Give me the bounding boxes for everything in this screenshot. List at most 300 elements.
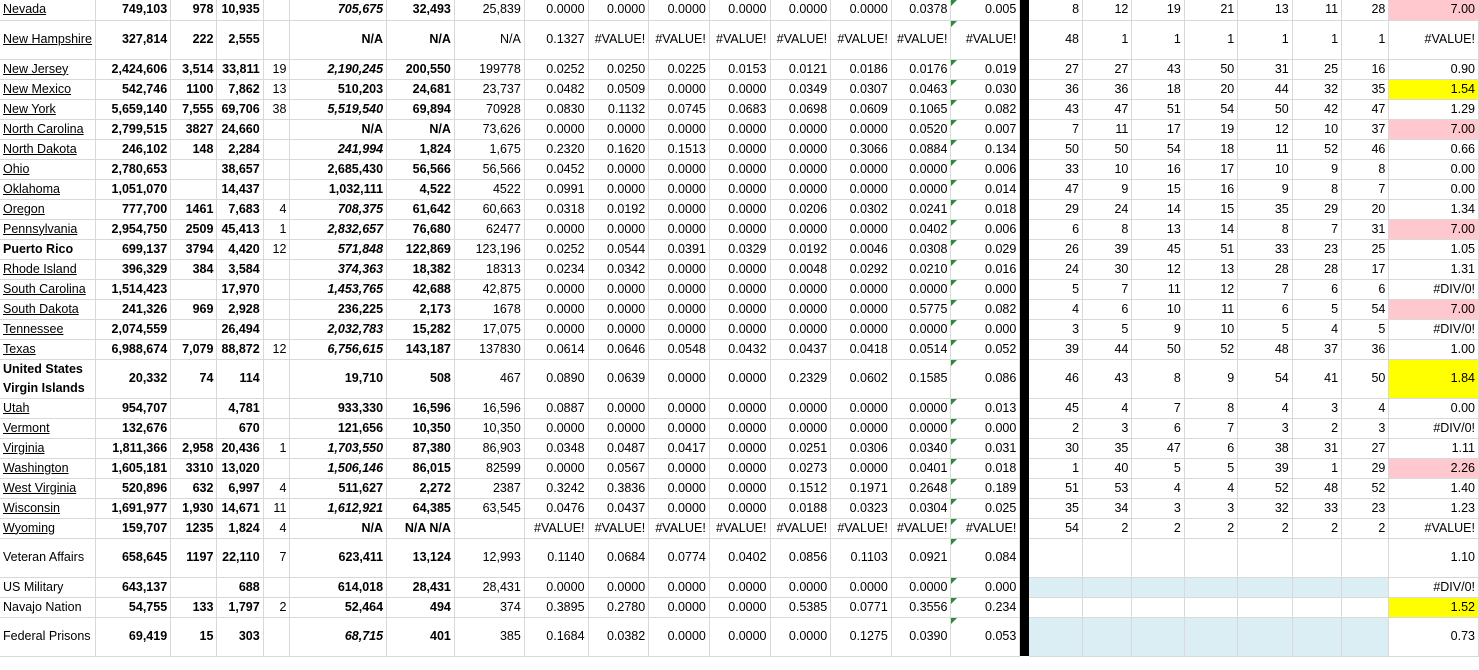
data-cell[interactable]: 614,018 bbox=[290, 577, 387, 597]
result-cell[interactable]: 0.73 bbox=[1389, 617, 1479, 656]
rank-cell[interactable]: 27 bbox=[1342, 438, 1389, 458]
data-cell[interactable]: 0.0000 bbox=[649, 299, 710, 319]
rank-cell[interactable]: 2 bbox=[1292, 518, 1341, 538]
row-name-cell[interactable]: Rhode Island bbox=[0, 259, 96, 279]
data-cell[interactable]: 0.0000 bbox=[709, 418, 770, 438]
rank-cell[interactable]: 50 bbox=[1132, 339, 1184, 359]
data-cell[interactable]: 0.0000 bbox=[770, 617, 831, 656]
data-cell[interactable] bbox=[263, 319, 290, 339]
data-cell[interactable] bbox=[263, 359, 290, 398]
data-cell[interactable]: #VALUE! bbox=[951, 20, 1020, 59]
data-cell[interactable]: 2,272 bbox=[387, 478, 455, 498]
rank-cell[interactable]: 41 bbox=[1292, 359, 1341, 398]
data-cell[interactable]: 2 bbox=[263, 597, 290, 617]
data-cell[interactable]: 18,382 bbox=[387, 259, 455, 279]
rank-cell[interactable]: 1 bbox=[1132, 20, 1184, 59]
data-cell[interactable]: 954,707 bbox=[96, 398, 171, 418]
data-cell[interactable]: 0.086 bbox=[951, 359, 1020, 398]
rank-cell[interactable]: 47 bbox=[1083, 99, 1132, 119]
rank-cell[interactable]: 54 bbox=[1342, 299, 1389, 319]
result-cell[interactable]: #DIV/0! bbox=[1389, 319, 1479, 339]
rank-cell[interactable]: 51 bbox=[1132, 99, 1184, 119]
data-cell[interactable]: 56,566 bbox=[454, 159, 524, 179]
data-cell[interactable]: 0.025 bbox=[951, 498, 1020, 518]
data-cell[interactable]: 1,675 bbox=[454, 139, 524, 159]
rank-cell[interactable]: 31 bbox=[1292, 438, 1341, 458]
data-cell[interactable]: N/A N/A bbox=[387, 518, 455, 538]
result-cell[interactable]: 1.54 bbox=[1389, 79, 1479, 99]
data-cell[interactable]: 520,896 bbox=[96, 478, 171, 498]
data-cell[interactable]: 18313 bbox=[454, 259, 524, 279]
rank-cell[interactable]: 11 bbox=[1132, 279, 1184, 299]
data-cell[interactable]: 7,862 bbox=[217, 79, 263, 99]
data-cell[interactable]: 68,715 bbox=[290, 617, 387, 656]
rank-cell[interactable]: 29 bbox=[1342, 458, 1389, 478]
rank-cell[interactable] bbox=[1029, 577, 1082, 597]
data-cell[interactable]: 3794 bbox=[171, 239, 217, 259]
data-cell[interactable]: 0.0646 bbox=[588, 339, 649, 359]
data-cell[interactable]: 4 bbox=[263, 518, 290, 538]
data-cell[interactable]: #VALUE! bbox=[588, 518, 649, 538]
rank-cell[interactable]: 5 bbox=[1342, 319, 1389, 339]
data-cell[interactable]: 0.0000 bbox=[831, 299, 892, 319]
data-cell[interactable]: 45,413 bbox=[217, 219, 263, 239]
data-cell[interactable]: 508 bbox=[387, 359, 455, 398]
rank-cell[interactable]: 3 bbox=[1184, 498, 1237, 518]
data-cell[interactable]: 1,612,921 bbox=[290, 498, 387, 518]
data-cell[interactable]: 12 bbox=[263, 339, 290, 359]
rank-cell[interactable]: 2 bbox=[1238, 518, 1292, 538]
data-cell[interactable]: 5,659,140 bbox=[96, 99, 171, 119]
data-cell[interactable]: 2,555 bbox=[217, 20, 263, 59]
row-name-cell[interactable]: Tennessee bbox=[0, 319, 96, 339]
data-cell[interactable] bbox=[263, 279, 290, 299]
data-cell[interactable]: 0.3895 bbox=[524, 597, 588, 617]
data-cell[interactable]: 148 bbox=[171, 139, 217, 159]
row-name-cell[interactable]: West Virginia bbox=[0, 478, 96, 498]
data-cell[interactable]: 42,875 bbox=[454, 279, 524, 299]
rank-cell[interactable]: 20 bbox=[1342, 199, 1389, 219]
rank-cell[interactable]: 8 bbox=[1184, 398, 1237, 418]
row-name-cell[interactable]: New Mexico bbox=[0, 79, 96, 99]
rank-cell[interactable]: 40 bbox=[1083, 458, 1132, 478]
rank-cell[interactable]: 7 bbox=[1184, 418, 1237, 438]
data-cell[interactable]: 1,824 bbox=[387, 139, 455, 159]
rank-cell[interactable]: 54 bbox=[1238, 359, 1292, 398]
data-cell[interactable] bbox=[171, 398, 217, 418]
data-cell[interactable]: 0.189 bbox=[951, 478, 1020, 498]
data-cell[interactable]: 1,691,977 bbox=[96, 498, 171, 518]
data-cell[interactable]: 0.0000 bbox=[524, 299, 588, 319]
row-name-cell[interactable]: Nevada bbox=[0, 0, 96, 20]
data-cell[interactable]: 0.007 bbox=[951, 119, 1020, 139]
row-name-cell[interactable]: Wisconsin bbox=[0, 498, 96, 518]
data-cell[interactable]: 0.0251 bbox=[770, 438, 831, 458]
rank-cell[interactable]: 35 bbox=[1029, 498, 1082, 518]
data-cell[interactable]: 0.0000 bbox=[588, 299, 649, 319]
result-cell[interactable]: 7.00 bbox=[1389, 219, 1479, 239]
data-cell[interactable]: 64,385 bbox=[387, 498, 455, 518]
data-cell[interactable]: 0.0000 bbox=[709, 498, 770, 518]
data-cell[interactable]: 0.3556 bbox=[891, 597, 951, 617]
data-cell[interactable]: 0.0000 bbox=[770, 319, 831, 339]
data-cell[interactable]: 0.0000 bbox=[524, 119, 588, 139]
rank-cell[interactable]: 8 bbox=[1292, 179, 1341, 199]
rank-cell[interactable]: 16 bbox=[1132, 159, 1184, 179]
data-cell[interactable]: 384 bbox=[171, 259, 217, 279]
data-cell[interactable]: 0.0000 bbox=[524, 577, 588, 597]
data-cell[interactable]: 0.0000 bbox=[709, 478, 770, 498]
rank-cell[interactable]: 43 bbox=[1132, 59, 1184, 79]
row-name-cell[interactable]: Oklahoma bbox=[0, 179, 96, 199]
data-cell[interactable]: 0.5385 bbox=[770, 597, 831, 617]
rank-cell[interactable]: 9 bbox=[1132, 319, 1184, 339]
data-cell[interactable]: 0.0000 bbox=[831, 398, 892, 418]
data-cell[interactable]: 2,173 bbox=[387, 299, 455, 319]
data-cell[interactable]: 978 bbox=[171, 0, 217, 20]
data-cell[interactable]: #VALUE! bbox=[891, 518, 951, 538]
data-cell[interactable]: 0.0000 bbox=[709, 299, 770, 319]
rank-cell[interactable]: 26 bbox=[1029, 239, 1082, 259]
rank-cell[interactable]: 43 bbox=[1029, 99, 1082, 119]
data-cell[interactable]: 0.0890 bbox=[524, 359, 588, 398]
data-cell[interactable]: 0.0000 bbox=[891, 577, 951, 597]
data-cell[interactable]: 1,514,423 bbox=[96, 279, 171, 299]
data-cell[interactable]: 1235 bbox=[171, 518, 217, 538]
data-cell[interactable]: 32,493 bbox=[387, 0, 455, 20]
rank-cell[interactable] bbox=[1184, 577, 1237, 597]
result-cell[interactable]: 0.00 bbox=[1389, 159, 1479, 179]
data-cell[interactable]: 0.0684 bbox=[588, 538, 649, 577]
data-cell[interactable]: 0.0000 bbox=[649, 498, 710, 518]
data-cell[interactable]: 1,506,146 bbox=[290, 458, 387, 478]
data-cell[interactable]: 73,626 bbox=[454, 119, 524, 139]
row-name-cell[interactable]: New Hampshire bbox=[0, 20, 96, 59]
rank-cell[interactable]: 6 bbox=[1292, 279, 1341, 299]
rank-cell[interactable]: 17 bbox=[1342, 259, 1389, 279]
data-cell[interactable]: 699,137 bbox=[96, 239, 171, 259]
rank-cell[interactable]: 38 bbox=[1238, 438, 1292, 458]
data-cell[interactable]: 0.0884 bbox=[891, 139, 951, 159]
data-cell[interactable]: 28,431 bbox=[454, 577, 524, 597]
data-cell[interactable]: 0.0000 bbox=[588, 418, 649, 438]
data-cell[interactable]: 86,903 bbox=[454, 438, 524, 458]
data-cell[interactable]: 0.0482 bbox=[524, 79, 588, 99]
data-cell[interactable]: 670 bbox=[217, 418, 263, 438]
data-cell[interactable]: #VALUE! bbox=[709, 518, 770, 538]
data-cell[interactable]: 0.0046 bbox=[831, 239, 892, 259]
data-cell[interactable]: 0.0000 bbox=[831, 0, 892, 20]
data-cell[interactable]: 0.0000 bbox=[588, 0, 649, 20]
rank-cell[interactable]: 4 bbox=[1184, 478, 1237, 498]
data-cell[interactable]: 23,737 bbox=[454, 79, 524, 99]
rank-cell[interactable]: 2 bbox=[1083, 518, 1132, 538]
data-cell[interactable]: 0.0192 bbox=[770, 239, 831, 259]
data-cell[interactable]: 0.0921 bbox=[891, 538, 951, 577]
rank-cell[interactable] bbox=[1029, 538, 1082, 577]
data-cell[interactable]: 0.0000 bbox=[770, 219, 831, 239]
data-cell[interactable]: 0.0121 bbox=[770, 59, 831, 79]
rank-cell[interactable]: 27 bbox=[1083, 59, 1132, 79]
data-cell[interactable]: 0.0302 bbox=[831, 199, 892, 219]
data-cell[interactable]: 0.0382 bbox=[588, 617, 649, 656]
data-cell[interactable]: 0.0000 bbox=[770, 577, 831, 597]
row-name-cell[interactable]: Puerto Rico bbox=[0, 239, 96, 259]
data-cell[interactable]: 705,675 bbox=[290, 0, 387, 20]
rank-cell[interactable]: 12 bbox=[1083, 0, 1132, 20]
rank-cell[interactable]: 17 bbox=[1184, 159, 1237, 179]
rank-cell[interactable]: 5 bbox=[1292, 299, 1341, 319]
rank-cell[interactable]: 54 bbox=[1184, 99, 1237, 119]
data-cell[interactable]: 0.1512 bbox=[770, 478, 831, 498]
data-cell[interactable]: 0.0000 bbox=[649, 159, 710, 179]
data-cell[interactable]: 0.0210 bbox=[891, 259, 951, 279]
data-cell[interactable]: 0.134 bbox=[951, 139, 1020, 159]
data-cell[interactable] bbox=[263, 20, 290, 59]
data-cell[interactable]: 241,994 bbox=[290, 139, 387, 159]
result-cell[interactable]: 1.84 bbox=[1389, 359, 1479, 398]
data-cell[interactable]: 0.000 bbox=[951, 319, 1020, 339]
row-name-cell[interactable]: Vermont bbox=[0, 418, 96, 438]
data-cell[interactable]: 0.030 bbox=[951, 79, 1020, 99]
data-cell[interactable]: 4522 bbox=[454, 179, 524, 199]
data-cell[interactable]: 69,419 bbox=[96, 617, 171, 656]
row-name-cell[interactable]: Utah bbox=[0, 398, 96, 418]
rank-cell[interactable]: 7 bbox=[1238, 279, 1292, 299]
data-cell[interactable]: 0.016 bbox=[951, 259, 1020, 279]
data-cell[interactable]: 0.1620 bbox=[588, 139, 649, 159]
data-cell[interactable]: 0.0000 bbox=[709, 139, 770, 159]
rank-cell[interactable]: 44 bbox=[1083, 339, 1132, 359]
data-cell[interactable]: 82599 bbox=[454, 458, 524, 478]
rank-cell[interactable]: 29 bbox=[1292, 199, 1341, 219]
data-cell[interactable]: 0.0000 bbox=[649, 458, 710, 478]
rank-cell[interactable] bbox=[1132, 538, 1184, 577]
data-cell[interactable] bbox=[263, 139, 290, 159]
data-cell[interactable]: 1 bbox=[263, 219, 290, 239]
data-cell[interactable]: 0.082 bbox=[951, 299, 1020, 319]
data-cell[interactable]: 0.019 bbox=[951, 59, 1020, 79]
data-cell[interactable]: 0.0000 bbox=[649, 418, 710, 438]
data-cell[interactable]: #VALUE! bbox=[709, 20, 770, 59]
data-cell[interactable]: 0.0348 bbox=[524, 438, 588, 458]
data-cell[interactable]: 0.0698 bbox=[770, 99, 831, 119]
rank-cell[interactable]: 10 bbox=[1238, 159, 1292, 179]
data-cell[interactable]: 61,642 bbox=[387, 199, 455, 219]
data-cell[interactable]: 0.234 bbox=[951, 597, 1020, 617]
rank-cell[interactable]: 52 bbox=[1292, 139, 1341, 159]
data-cell[interactable]: 0.084 bbox=[951, 538, 1020, 577]
rank-cell[interactable] bbox=[1342, 597, 1389, 617]
rank-cell[interactable]: 7 bbox=[1029, 119, 1082, 139]
data-cell[interactable]: 0.0609 bbox=[831, 99, 892, 119]
rank-cell[interactable]: 29 bbox=[1029, 199, 1082, 219]
data-cell[interactable] bbox=[263, 458, 290, 478]
data-cell[interactable]: 0.0745 bbox=[649, 99, 710, 119]
data-cell[interactable]: 467 bbox=[454, 359, 524, 398]
result-cell[interactable]: #DIV/0! bbox=[1389, 577, 1479, 597]
rank-cell[interactable]: 53 bbox=[1083, 478, 1132, 498]
data-cell[interactable]: 74 bbox=[171, 359, 217, 398]
data-cell[interactable]: 69,706 bbox=[217, 99, 263, 119]
rank-cell[interactable]: 24 bbox=[1029, 259, 1082, 279]
data-cell[interactable]: 0.0000 bbox=[588, 179, 649, 199]
data-cell[interactable]: 1,930 bbox=[171, 498, 217, 518]
rank-cell[interactable]: 5 bbox=[1132, 458, 1184, 478]
rank-cell[interactable]: 44 bbox=[1238, 79, 1292, 99]
rank-cell[interactable]: 4 bbox=[1342, 398, 1389, 418]
data-cell[interactable]: 0.1513 bbox=[649, 139, 710, 159]
data-cell[interactable]: 0.0000 bbox=[588, 398, 649, 418]
data-cell[interactable]: 0.0000 bbox=[770, 119, 831, 139]
rank-cell[interactable]: 31 bbox=[1342, 219, 1389, 239]
rank-cell[interactable]: 20 bbox=[1184, 79, 1237, 99]
rank-cell[interactable]: 39 bbox=[1238, 458, 1292, 478]
rank-cell[interactable]: 3 bbox=[1342, 418, 1389, 438]
result-cell[interactable]: 1.23 bbox=[1389, 498, 1479, 518]
data-cell[interactable]: 1,797 bbox=[217, 597, 263, 617]
result-cell[interactable]: 1.29 bbox=[1389, 99, 1479, 119]
data-cell[interactable]: 0.0000 bbox=[649, 199, 710, 219]
row-name-cell[interactable]: Virginia bbox=[0, 438, 96, 458]
data-cell[interactable]: 0.0234 bbox=[524, 259, 588, 279]
data-cell[interactable]: 236,225 bbox=[290, 299, 387, 319]
data-cell[interactable]: #VALUE! bbox=[770, 518, 831, 538]
data-cell[interactable]: 0.0602 bbox=[831, 359, 892, 398]
data-cell[interactable]: 0.1103 bbox=[831, 538, 892, 577]
data-cell[interactable]: 42,688 bbox=[387, 279, 455, 299]
rank-cell[interactable]: 9 bbox=[1083, 179, 1132, 199]
rank-cell[interactable] bbox=[1132, 597, 1184, 617]
rank-cell[interactable]: 1 bbox=[1184, 20, 1237, 59]
data-cell[interactable]: 0.0000 bbox=[709, 259, 770, 279]
data-cell[interactable]: 0.0000 bbox=[649, 597, 710, 617]
data-cell[interactable]: 708,375 bbox=[290, 199, 387, 219]
rank-cell[interactable]: 34 bbox=[1083, 498, 1132, 518]
data-cell[interactable]: 0.0887 bbox=[524, 398, 588, 418]
data-cell[interactable]: 1,453,765 bbox=[290, 279, 387, 299]
data-cell[interactable]: 658,645 bbox=[96, 538, 171, 577]
data-cell[interactable]: 0.0000 bbox=[588, 119, 649, 139]
rank-cell[interactable]: 46 bbox=[1342, 139, 1389, 159]
data-cell[interactable] bbox=[171, 319, 217, 339]
data-cell[interactable]: 0.000 bbox=[951, 279, 1020, 299]
data-cell[interactable]: 0.0000 bbox=[588, 219, 649, 239]
data-cell[interactable]: 511,627 bbox=[290, 478, 387, 498]
data-cell[interactable]: 0.0000 bbox=[891, 159, 951, 179]
result-cell[interactable]: 0.90 bbox=[1389, 59, 1479, 79]
rank-cell[interactable]: 50 bbox=[1184, 59, 1237, 79]
rank-cell[interactable]: 14 bbox=[1184, 219, 1237, 239]
data-cell[interactable]: 0.0000 bbox=[831, 319, 892, 339]
data-cell[interactable]: 0.0830 bbox=[524, 99, 588, 119]
rank-cell[interactable] bbox=[1029, 597, 1082, 617]
data-cell[interactable]: 4 bbox=[263, 478, 290, 498]
data-cell[interactable]: 0.0000 bbox=[770, 398, 831, 418]
data-cell[interactable]: 4,781 bbox=[217, 398, 263, 418]
rank-cell[interactable]: 11 bbox=[1083, 119, 1132, 139]
data-cell[interactable]: 0.0000 bbox=[709, 597, 770, 617]
data-cell[interactable]: 3827 bbox=[171, 119, 217, 139]
result-cell[interactable]: 1.11 bbox=[1389, 438, 1479, 458]
data-cell[interactable]: 0.0000 bbox=[831, 577, 892, 597]
data-cell[interactable]: 0.0418 bbox=[831, 339, 892, 359]
data-cell[interactable]: 133 bbox=[171, 597, 217, 617]
rank-cell[interactable]: 19 bbox=[1132, 0, 1184, 20]
result-cell[interactable]: 0.00 bbox=[1389, 398, 1479, 418]
data-cell[interactable]: 0.0000 bbox=[831, 279, 892, 299]
result-cell[interactable]: #VALUE! bbox=[1389, 20, 1479, 59]
data-cell[interactable]: 0.3242 bbox=[524, 478, 588, 498]
rank-cell[interactable]: 6 bbox=[1083, 299, 1132, 319]
result-cell[interactable]: 1.34 bbox=[1389, 199, 1479, 219]
rank-cell[interactable]: 2 bbox=[1292, 418, 1341, 438]
data-cell[interactable]: 63,545 bbox=[454, 498, 524, 518]
rank-cell[interactable]: 25 bbox=[1342, 239, 1389, 259]
rank-cell[interactable] bbox=[1342, 577, 1389, 597]
data-cell[interactable]: 0.0774 bbox=[649, 538, 710, 577]
rank-cell[interactable]: 2 bbox=[1132, 518, 1184, 538]
data-cell[interactable]: 76,680 bbox=[387, 219, 455, 239]
result-cell[interactable]: #VALUE! bbox=[1389, 518, 1479, 538]
data-cell[interactable]: 0.0000 bbox=[891, 179, 951, 199]
data-cell[interactable]: 0.0000 bbox=[524, 319, 588, 339]
rank-cell[interactable]: 3 bbox=[1238, 418, 1292, 438]
data-cell[interactable]: 0.0567 bbox=[588, 458, 649, 478]
rank-cell[interactable]: 15 bbox=[1184, 199, 1237, 219]
data-cell[interactable]: 0.082 bbox=[951, 99, 1020, 119]
data-cell[interactable]: 0.1132 bbox=[588, 99, 649, 119]
row-name-cell[interactable]: Veteran Affairs bbox=[0, 538, 96, 577]
rank-cell[interactable] bbox=[1184, 538, 1237, 577]
data-cell[interactable]: 0.031 bbox=[951, 438, 1020, 458]
data-cell[interactable]: 0.0437 bbox=[588, 498, 649, 518]
data-cell[interactable]: 0.0771 bbox=[831, 597, 892, 617]
rank-cell[interactable]: 8 bbox=[1342, 159, 1389, 179]
rank-cell[interactable]: 42 bbox=[1292, 99, 1341, 119]
result-cell[interactable]: #DIV/0! bbox=[1389, 279, 1479, 299]
data-cell[interactable]: 38,657 bbox=[217, 159, 263, 179]
data-cell[interactable]: 3,514 bbox=[171, 59, 217, 79]
data-cell[interactable] bbox=[171, 179, 217, 199]
data-cell[interactable]: N/A bbox=[290, 20, 387, 59]
data-cell[interactable]: 0.0000 bbox=[649, 398, 710, 418]
rank-cell[interactable]: 45 bbox=[1029, 398, 1082, 418]
rank-cell[interactable]: 50 bbox=[1238, 99, 1292, 119]
data-cell[interactable]: 0.0340 bbox=[891, 438, 951, 458]
data-cell[interactable]: 0.0000 bbox=[770, 179, 831, 199]
data-cell[interactable]: 0.0000 bbox=[891, 319, 951, 339]
data-cell[interactable]: 0.0349 bbox=[770, 79, 831, 99]
data-cell[interactable]: 2,832,657 bbox=[290, 219, 387, 239]
data-cell[interactable]: 87,380 bbox=[387, 438, 455, 458]
result-cell[interactable]: 1.52 bbox=[1389, 597, 1479, 617]
data-cell[interactable]: 0.0683 bbox=[709, 99, 770, 119]
rank-cell[interactable]: 19 bbox=[1184, 119, 1237, 139]
rank-cell[interactable]: 7 bbox=[1292, 219, 1341, 239]
data-cell[interactable]: 0.0476 bbox=[524, 498, 588, 518]
rank-cell[interactable]: 13 bbox=[1132, 219, 1184, 239]
data-cell[interactable]: 0.0000 bbox=[709, 179, 770, 199]
rank-cell[interactable]: 31 bbox=[1238, 59, 1292, 79]
data-cell[interactable]: 688 bbox=[217, 577, 263, 597]
data-cell[interactable]: 7,555 bbox=[171, 99, 217, 119]
result-cell[interactable]: 1.40 bbox=[1389, 478, 1479, 498]
data-cell[interactable]: 25,839 bbox=[454, 0, 524, 20]
data-cell[interactable]: 0.0048 bbox=[770, 259, 831, 279]
data-cell[interactable]: 70928 bbox=[454, 99, 524, 119]
row-name-cell[interactable]: United States Virgin Islands bbox=[0, 359, 96, 398]
